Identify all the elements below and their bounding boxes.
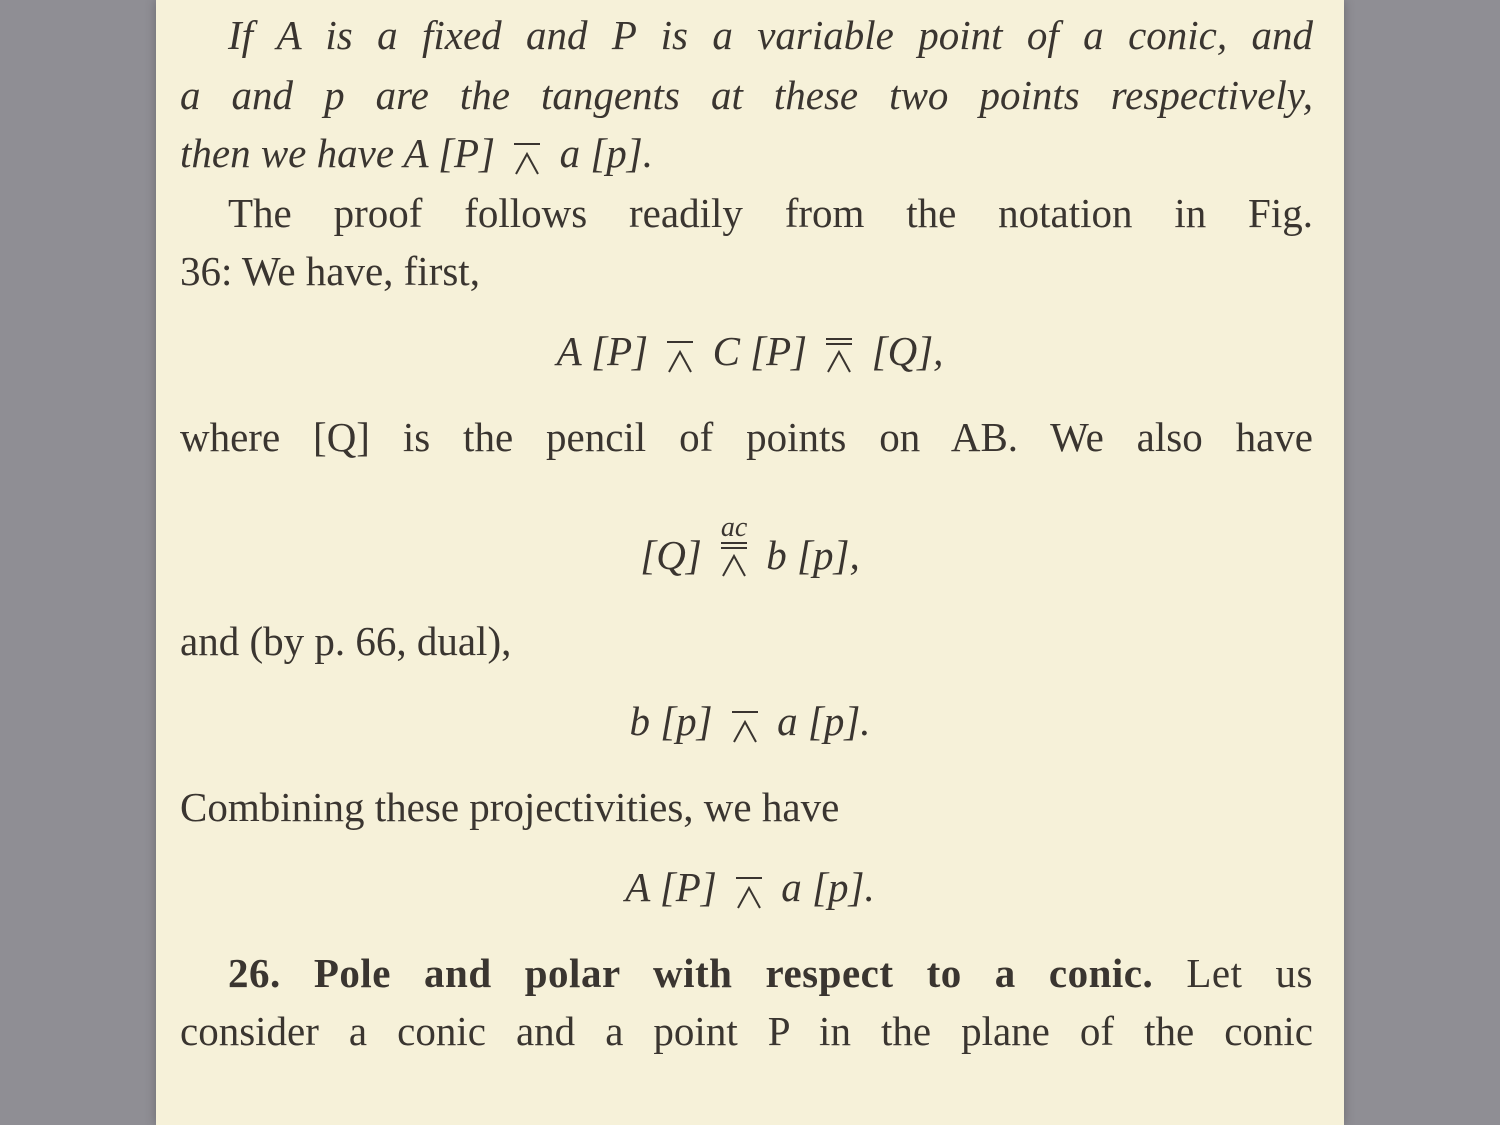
proof-line-2: 36: We have, first,: [180, 248, 480, 294]
equation-4: [156, 862, 1344, 912]
equation-3-term-b: a [p].: [777, 698, 871, 744]
projectivity-symbol: [726, 706, 764, 746]
equation-4-term-a: A [P]: [625, 864, 717, 910]
perspectivity-symbol: [661, 336, 699, 376]
theorem-line-1: If A is a fixed and P is a variable point of a conic, and: [228, 12, 1313, 58]
theorem-line-2: a and p are the tangents at these two points respectively,: [180, 72, 1313, 118]
section-line-2: consider a conic and a point P in the plane of the conic: [180, 1008, 1313, 1054]
proof-line-1: The proof follows readily from the notation in Fig.: [228, 190, 1313, 236]
section-line-1-rest: Let us: [1186, 950, 1314, 996]
perspectivity-symbol: [820, 336, 858, 376]
equation-4-term-b: a [p].: [781, 864, 875, 910]
proof-line-3: where [Q] is the pencil of points on AB. We also have: [180, 414, 1313, 460]
perspectivity-symbol: [715, 511, 753, 580]
equation-3-term-a: b [p]: [629, 698, 713, 744]
equation-3: [156, 696, 1344, 746]
equation-2-term-a: [Q]: [640, 532, 702, 578]
projectivity-symbol: [730, 872, 768, 912]
equation-1-term-a: A [P]: [556, 328, 649, 374]
perspectivity-center-label: ac: [720, 511, 748, 543]
equation-1-term-c: [Q],: [871, 328, 944, 374]
section-heading-line: [228, 948, 1313, 998]
proof-line-5: Combining these projectivities, we have: [180, 784, 840, 830]
projectivity-symbol: [508, 138, 546, 178]
theorem-line-3: [180, 128, 1313, 178]
equation-2: [156, 511, 1344, 580]
equation-1-term-b: C [P]: [712, 328, 808, 374]
proof-line-4: and (by p. 66, dual),: [180, 618, 512, 664]
section-title: Pole and polar with respect to a conic.: [313, 950, 1154, 996]
section-number: 26.: [228, 950, 281, 996]
theorem-line-3-start: then we have A [P]: [180, 130, 496, 176]
equation-2-term-b: b [p],: [766, 532, 860, 578]
equation-1: [156, 326, 1344, 376]
theorem-line-3-end: a [p].: [559, 130, 653, 176]
book-page: [156, 0, 1344, 1125]
